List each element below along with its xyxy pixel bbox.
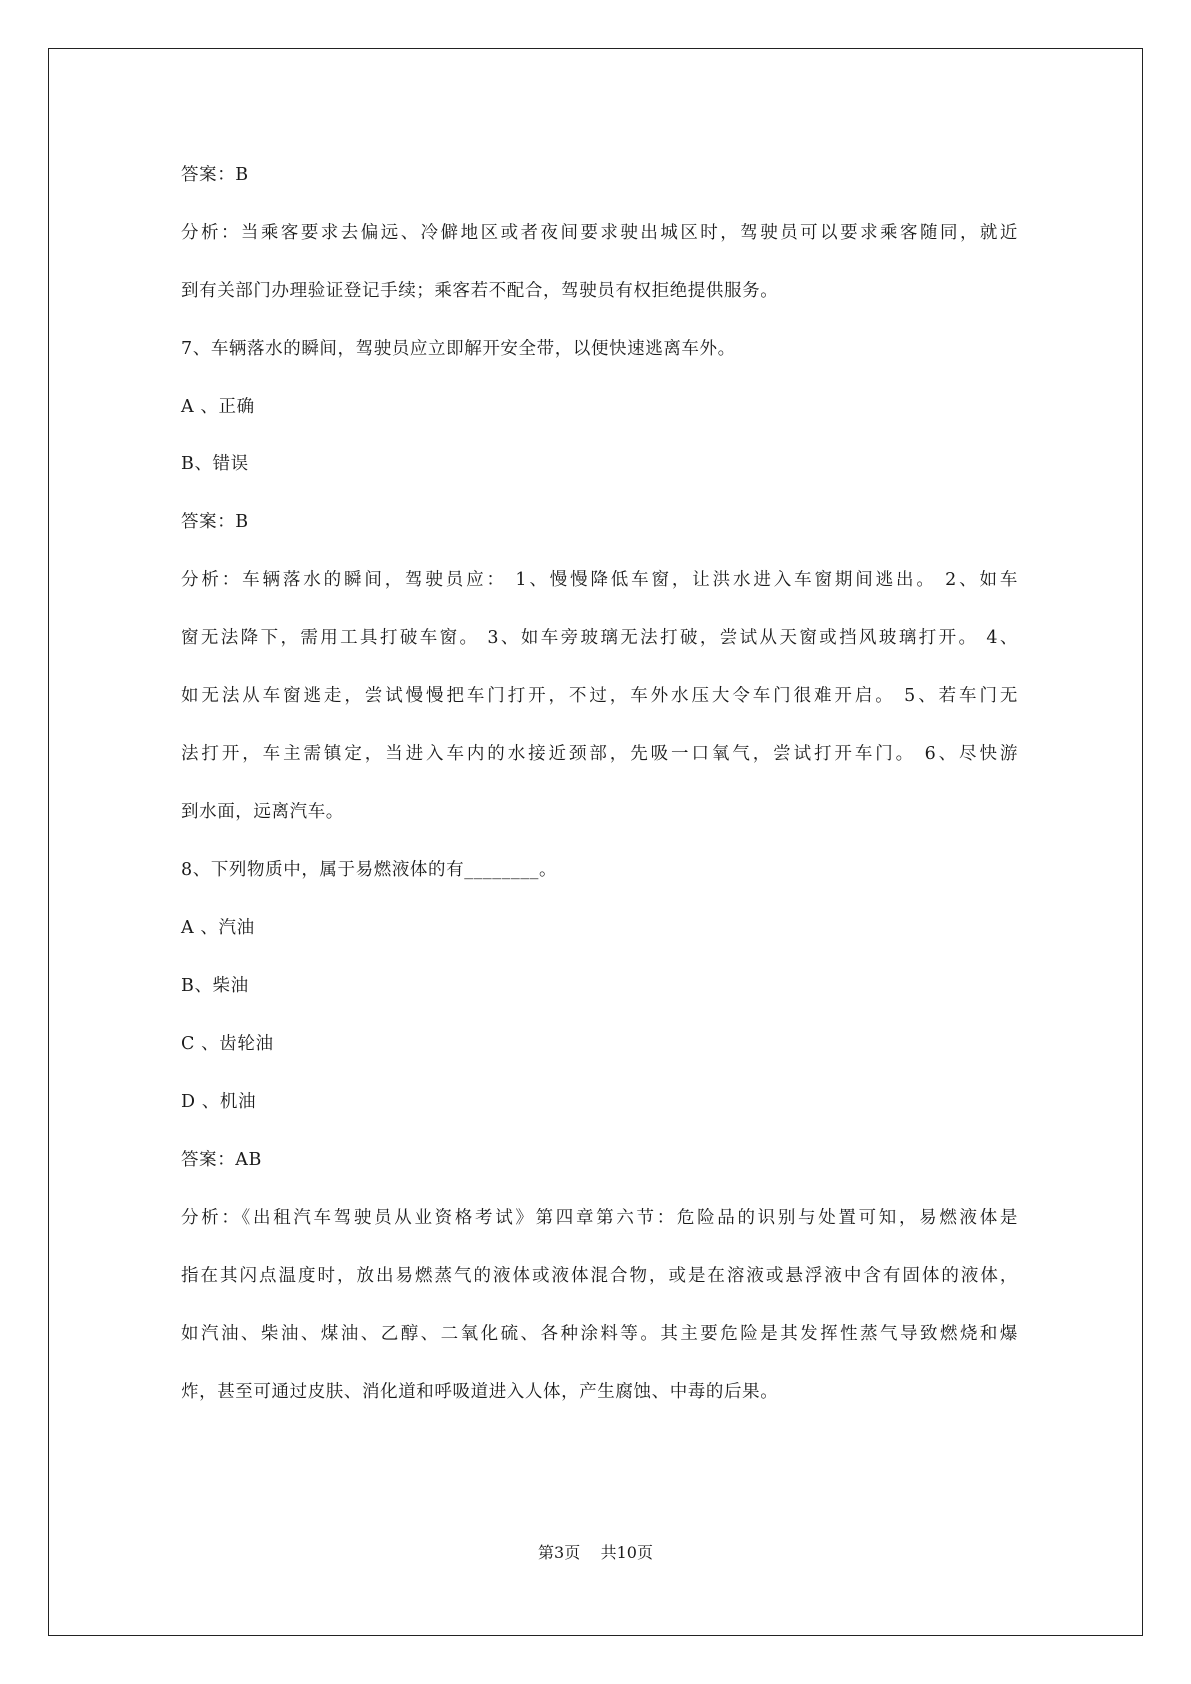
option-a: A 、正确	[181, 397, 255, 417]
analysis-q7-line-1: 分析：车辆落水的瞬间，驾驶员应： 1、慢慢降低车窗，让洪水进入车窗期间逃出。 2、如车	[181, 570, 1018, 590]
analysis-q8-line-1: 分析：《出租汽车驾驶员从业资格考试》第四章第六节：危险品的识别与处置可知，易燃液体是	[181, 1208, 1018, 1228]
page-total: 共10页	[600, 1543, 653, 1562]
option-c: C 、齿轮油	[181, 1034, 274, 1054]
analysis-q6-line-2: 到有关部门办理验证登记手续；乘客若不配合，驾驶员有权拒绝提供服务。	[181, 281, 779, 301]
option-b: B、柴油	[181, 976, 249, 996]
option-b: B、错误	[181, 454, 249, 474]
analysis-q6-line-1: 分析：当乘客要求去偏远、冷僻地区或者夜间要求驶出城区时，驾驶员可以要求乘客随同，就近	[181, 223, 1018, 243]
question-7: 7、车辆落水的瞬间，驾驶员应立即解开安全带，以便快速逃离车外。	[181, 339, 736, 359]
analysis-q8-line-4: 炸，甚至可通过皮肤、消化道和呼吸道进入人体，产生腐蚀、中毒的后果。	[181, 1382, 779, 1402]
analysis-q8-line-2: 指在其闪点温度时，放出易燃蒸气的液体或液体混合物，或是在溶液或悬浮液中含有固体的液体，	[181, 1266, 1018, 1286]
answer-q6: 答案：B	[181, 165, 249, 185]
analysis-q7-line-3: 如无法从车窗逃走，尝试慢慢把车门打开，不过，车外水压大令车门很难开启。 5、若车门无	[181, 686, 1018, 706]
analysis-q7-line-5: 到水面，远离汽车。	[181, 802, 344, 822]
option-a: A 、汽油	[181, 918, 255, 938]
answer-q7: 答案：B	[181, 512, 249, 532]
analysis-q7-line-2: 窗无法降下，需用工具打破车窗。 3、如车旁玻璃无法打破，尝试从天窗或挡风玻璃打开。 4、	[181, 628, 1018, 648]
page-footer	[0, 1542, 1191, 1564]
analysis-q8-line-3: 如汽油、柴油、煤油、乙醇、二氧化硫、各种涂料等。其主要危险是其发挥性蒸气导致燃烧和爆	[181, 1324, 1018, 1344]
option-d: D 、机油	[181, 1092, 257, 1112]
analysis-q7-line-4: 法打开，车主需镇定，当进入车内的水接近颈部，先吸一口氧气，尝试打开车门。 6、尽快游	[181, 744, 1018, 764]
answer-q8: 答案：AB	[181, 1150, 262, 1170]
question-8: 8、下列物质中，属于易燃液体的有________。	[181, 860, 558, 880]
page-number: 第3页	[538, 1543, 581, 1562]
